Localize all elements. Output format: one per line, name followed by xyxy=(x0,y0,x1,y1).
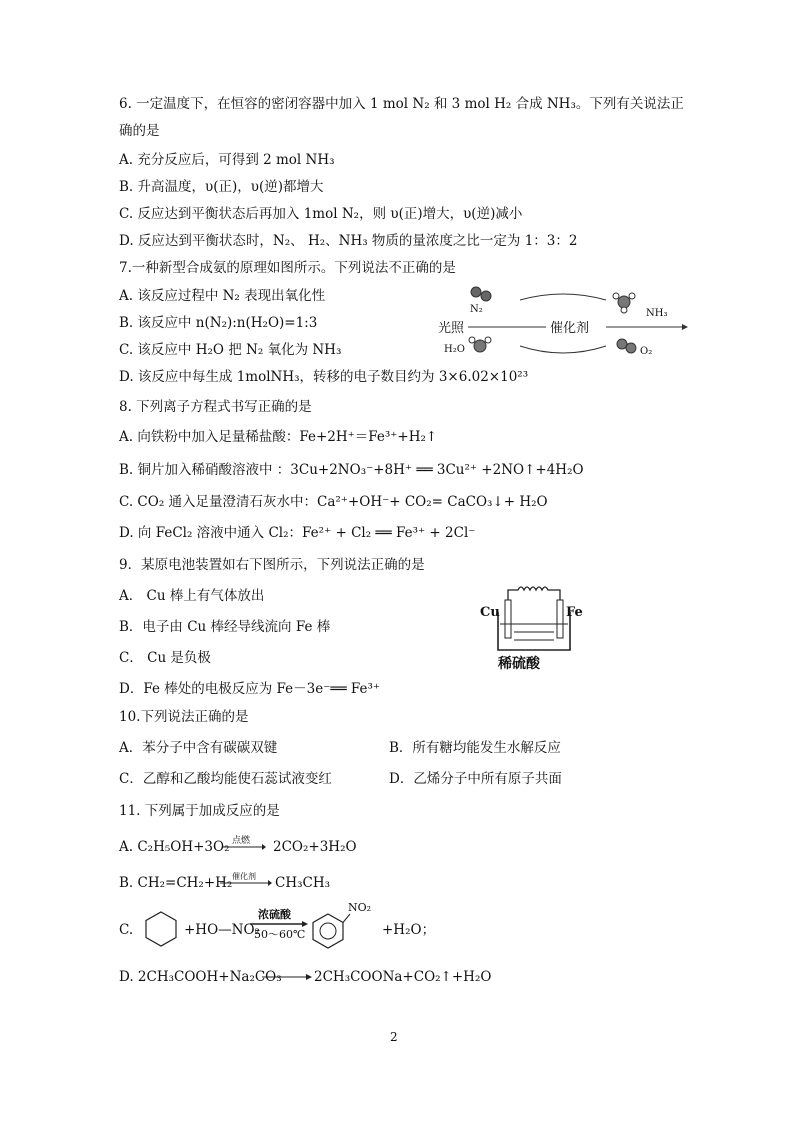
q11-c-label: C. xyxy=(119,922,134,938)
q8-option-a: A. 向铁粉中加入足量稀盐酸：Fe+2H⁺＝Fe³⁺+H₂↑ xyxy=(119,429,438,445)
h2o-molecule-icon xyxy=(469,337,491,352)
upper-arc-arrow xyxy=(520,294,606,300)
q11-a-condition: 点燃 xyxy=(232,836,251,846)
cu-electrode xyxy=(505,600,511,638)
q11-c-products: +H₂O； xyxy=(382,922,436,938)
q7-stem: 7.一种新型合成氨的原理如图所示。下列说法不正确的是 xyxy=(119,260,456,276)
q9-stem: 9．某原电池装置如右下图所示，下列说法正确的是 xyxy=(119,557,425,573)
fig-o2-label: O₂ xyxy=(640,346,653,357)
o2-molecule-icon xyxy=(617,339,636,353)
q7-option-a: A. 该反应过程中 N₂ 表现出氧化性 xyxy=(119,288,326,304)
fe-electrode xyxy=(557,600,563,638)
q11-b-arrow xyxy=(220,870,272,892)
coil-wire-icon xyxy=(508,587,560,600)
q10-option-a: A．苯分子中含有碳碳双键 xyxy=(119,740,278,756)
q11-d-reactants: D. 2CH₃COOH+Na₂CO₃ xyxy=(119,969,282,985)
q7-ammonia-synthesis-diagram xyxy=(438,290,688,368)
q11-c-no2-label: NO₂ xyxy=(348,901,372,914)
lower-arc-arrow xyxy=(520,346,606,353)
q11-d-arrow xyxy=(262,970,312,984)
benzene-ring-icon xyxy=(143,910,179,948)
q11-stem: 11. 下列属于加成反应的是 xyxy=(119,803,280,819)
q10-option-c: C．乙醇和乙酸均能使石蕊试液变红 xyxy=(119,771,332,787)
q9-option-a: A． Cu 棒上有气体放出 xyxy=(119,588,265,604)
q6-option-d: D. 反应达到平衡状态时，N₂、 H₂、NH₃ 物质的量浓度之比一定为 1：3：2 xyxy=(119,233,578,249)
main-arrow-head xyxy=(682,324,688,330)
fig-cu-label: Cu xyxy=(480,605,500,620)
q9-galvanic-cell-diagram xyxy=(480,582,590,672)
fig-h2o-label: H₂O xyxy=(444,344,465,355)
q11-a-reactants: A. C₂H₅OH+3O₂ xyxy=(119,839,230,855)
q11-b-products: CH₃CH₃ xyxy=(275,875,331,891)
fig-catalyst-label: 催化剂 xyxy=(550,321,590,336)
q7-option-d: D. 该反应中每生成 1molNH₃，转移的电子数目约为 3×6.02×10²³ xyxy=(119,369,529,385)
q11-a-products: 2CO₂+3H₂O xyxy=(273,839,357,855)
q9-option-c: C． Cu 是负极 xyxy=(119,650,211,666)
page-number: 2 xyxy=(390,1030,398,1044)
fig-acid-label: 稀硫酸 xyxy=(498,656,540,672)
q8-option-b: B. 铜片加入稀硝酸溶液中 ：3Cu+2NO₃⁻+8H⁺ ══ 3Cu²⁺ +2NO↑+4H₂O xyxy=(119,462,584,478)
q9-option-b: B．电子由 Cu 棒经导线流向 Fe 棒 xyxy=(119,619,331,635)
q6-stem-line2: 确的是 xyxy=(119,123,160,139)
nh3-molecule-icon xyxy=(613,293,635,313)
fig-n2-label: N₂ xyxy=(470,304,483,315)
q6-stem-line1: 6. 一定温度下，在恒容的密闭容器中加入 1 mol N₂ 和 3 mol H₂ 合成 NH₃。下列有关说法正 xyxy=(119,96,684,112)
q10-option-b: B．所有糖均能发生水解反应 xyxy=(389,740,561,756)
q11-b-reactants: B. CH₂=CH₂+H₂ xyxy=(119,875,233,891)
q7-option-b: B. 该反应中 n(N₂):n(H₂O)=1:3 xyxy=(119,315,318,331)
q6-option-b: B. 升高温度，υ(正)，υ(逆)都增大 xyxy=(119,179,324,195)
n2-molecule-icon xyxy=(471,287,491,301)
q7-option-c: C. 该反应中 H₂O 把 N₂ 氧化为 NH₃ xyxy=(119,342,342,358)
q10-stem: 10.下列说法正确的是 xyxy=(119,709,249,725)
fig-nh3-label: NH₃ xyxy=(646,308,668,319)
q10-option-d: D．乙烯分子中所有原子共面 xyxy=(389,771,562,787)
fig-fe-label: Fe xyxy=(566,605,583,620)
q8-option-d: D. 向 FeCl₂ 溶液中通入 Cl₂：Fe²⁺ + Cl₂ ══ Fe³⁺ + 2Cl⁻ xyxy=(119,525,476,541)
q6-option-a: A. 充分反应后，可得到 2 mol NH₃ xyxy=(119,152,335,168)
q8-option-c: C. CO₂ 通入足量澄清石灰水中：Ca²⁺+OH⁻+ CO₂= CaCO₃↓+ H₂O xyxy=(119,494,548,510)
q8-stem: 8. 下列离子方程式书写正确的是 xyxy=(119,399,312,415)
q11-d-products: 2CH₃COONa+CO₂↑+H₂O xyxy=(314,969,492,985)
nitrobenzene-icon xyxy=(308,900,372,950)
q11-c-arrow xyxy=(250,906,308,946)
fig-light-label: 光照 xyxy=(438,321,465,336)
q11-c-condition-top: 浓硫酸 xyxy=(258,908,291,921)
q9-option-d: D．Fe 棒处的电极反应为 Fe－3e⁻══ Fe³⁺ xyxy=(119,681,381,697)
q11-a-arrow xyxy=(222,834,266,856)
q11-c-reagent: +HO—NO₂ xyxy=(184,922,260,938)
q11-c-condition-bottom: 50～60℃ xyxy=(254,928,306,941)
q11-b-condition: 催化剂 xyxy=(232,872,256,881)
q6-option-c: C. 反应达到平衡状态后再加入 1mol N₂，则 υ(正)增大，υ(逆)减小 xyxy=(119,206,523,222)
